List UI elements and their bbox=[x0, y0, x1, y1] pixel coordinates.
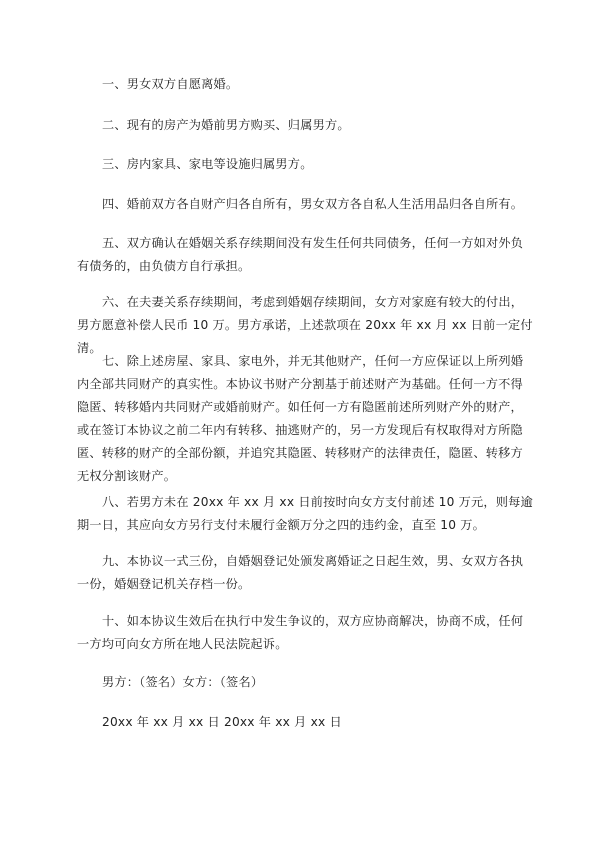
clause-1: 一、男女双方自愿离婚。 bbox=[102, 77, 239, 91]
clause-4: 四、婚前双方各自财产归各自所有，男女双方各自私人生活用品归各自所有。 bbox=[102, 197, 524, 211]
clause-2: 二、现有的房产为婚前男方购买、归属男方。 bbox=[102, 118, 350, 132]
clause-3: 三、房内家具、家电等设施归属男方。 bbox=[102, 157, 313, 171]
clause-8: 八、若男方未在 20xx 年 xx 月 xx 日前按时向女方支付前述 10 万元，则每逾期一日，其应向女方另行支付未履行金额万分之四的违约金，直至 10 万。 bbox=[77, 495, 533, 532]
clause-9: 九、本协议一式三份，自婚姻登记处颁发离婚证之日起生效，男、女双方各执一份，婚姻登记机关存档一份。 bbox=[77, 554, 524, 591]
date-line: 20xx 年 xx 月 xx 日 20xx 年 xx 月 xx 日 bbox=[102, 715, 342, 729]
clause-5: 五、双方确认在婚姻关系存续期间没有发生任何共同债务，任何一方如对外负有债务的，由负债方自行承担。 bbox=[77, 236, 524, 273]
clause-6: 六、在夫妻关系存续期间，考虑到婚姻存续期间，女方对家庭有较大的付出，男方愿意补偿人民币 10 万。男方承诺，上述款项在 20xx 年 xx 月 xx 日前一定付清。 bbox=[77, 295, 533, 355]
clause-10: 十、如本协议生效后在执行中发生争议的，双方应协商解决，协商不成，任何一方均可向女方所在地人民法院起诉。 bbox=[77, 614, 524, 651]
signature-line: 男方：（签名）女方：（签名） bbox=[102, 675, 264, 689]
clause-7: 七、除上述房屋、家具、家电外，并无其他财产，任何一方应保证以上所列婚内全部共同财产的真实性。本协议书财产分割基于前述财产为基础。任何一方不得隐匿、转移婚内共同财产或婚前财产。如任何一方有隐匿前述所列财产外的财产，或在签订本协议之前二年内有转移、抽逃财产的，另一方发现后有权取得对方所隐匿、转移的财产的全部份额，并追究其隐匿、转移财产的法律责任，隐匿、转移方无权分割该财产。 bbox=[77, 354, 524, 483]
